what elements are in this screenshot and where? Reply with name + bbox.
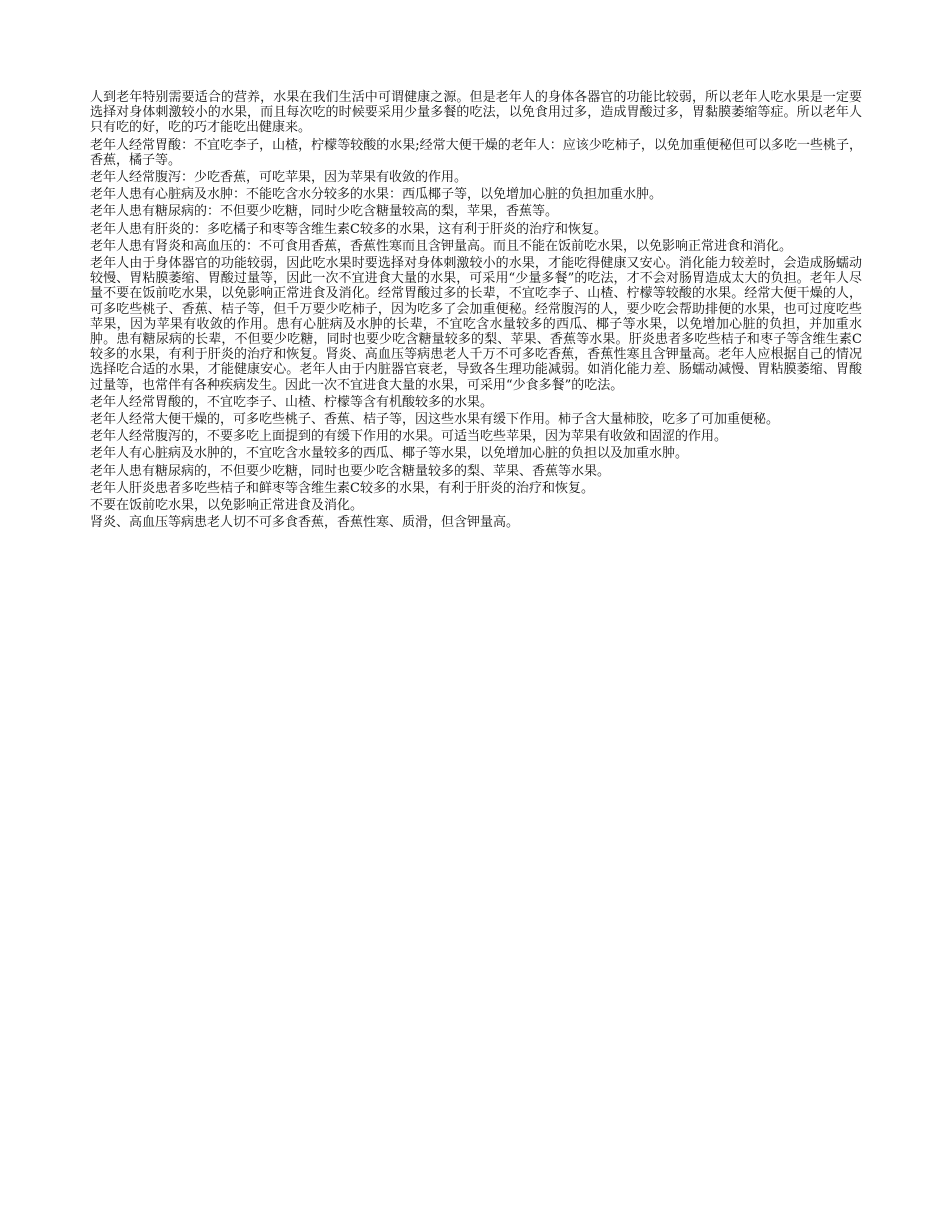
paragraph-hepatitis: 老年人患有肝炎的：多吃橘子和枣等含维生素C较多的水果，这有利于肝炎的治疗和恢复。 [90,221,607,237]
paragraph-stomach-acid-constipation: 老年人经常胃酸：不宜吃李子，山楂，柠檬等较酸的水果;经常大便干燥的老年人：应该少吃柿子，以免加重便秘但可以多吃一些桃子，香蕉，橘子等。 [90,137,862,168]
paragraph-nephritis-2: 肾炎、高血压等病患老人切不可多食香蕉，香蕉性寒、质滑，但含钾量高。 [90,515,520,531]
paragraph-stomach-acid-2: 老年人经常胃酸的，不宜吃李子、山楂、柠檬等含有机酸较多的水果。 [90,394,494,410]
paragraph-intro: 人到老年特别需要适合的营养，水果在我们生活中可谓健康之源。但是老年人的身体各器官的功能比较弱，所以老年人吃水果是一定要选择对身体刺激较小的水果，而且每次吃的时候要采用少量多餐的吃法，以免食用过多，造成胃酸过多，胃黏膜萎缩等症。所以老年人只有吃的好，吃的巧才能吃出健康来。 [90,90,862,136]
paragraph-diabetes-2: 老年人患有糖尿病的，不但要少吃糖，同时也要少吃含糖量较多的梨、苹果、香蕉等水果。 [90,463,611,479]
paragraph-before-meal: 不要在饭前吃水果，以免影响正常进食及消化。 [90,498,364,514]
paragraph-heart-edema-2: 老年人有心脏病及水肿的，不宜吃含水量较多的西瓜、椰子等水果，以免增加心脏的负担以及加重水肿。 [90,446,689,462]
paragraph-diarrhea-2: 老年人经常腹泻的，不要多吃上面提到的有缓下作用的水果。可适当吃些苹果，因为苹果有收敛和固涩的作用。 [90,429,728,445]
paragraph-heart-edema: 老年人患有心脏病及水肿：不能吃含水分较多的水果：西瓜椰子等，以免增加心脏的负担加重水肿。 [90,187,663,203]
paragraph-diabetes: 老年人患有糖尿病的：不但要少吃糖，同时少吃含糖量较高的梨，苹果，香蕉等。 [90,204,559,220]
document-body [90,90,862,532]
paragraph-diarrhea: 老年人经常腹泻：少吃香蕉，可吃苹果，因为苹果有收敛的作用。 [90,170,468,186]
paragraph-long-summary: 老年人由于身体器官的功能较弱，因此吃水果时要选择对身体刺激较小的水果，才能吃得健康又安心。消化能力较差时，会造成肠蠕动较慢、胃粘膜萎缩、胃酸过量等，因此一次不宜进食大量的水果，可采用“少量多餐”的吃法，才不会对肠胃造成太大的负担。老年人尽量不要在饭前吃水果，以免影响正常进食及消化。经常胃酸过多的长辈，不宜吃李子、山楂、柠檬等较酸的水果。经常大便干燥的人，可多吃些桃子、香蕉、桔子等，但千万要少吃柿子，因为吃多了会加重便秘。经常腹泻的人，要少吃会帮助排便的水果，也可过度吃些苹果，因为苹果有收敛的作用。患有心脏病及水肿的长辈，不宜吃含水量较多的西瓜、椰子等水果，以免增加心脏的负担，并加重水肿。患有糖尿病的长辈，不但要少吃糖，同时也要少吃含糖量较多的梨、苹果、香蕉等水果。肝炎患者多吃些桔子和枣子等含维生素C较多的水果，有利于肝炎的治疗和恢复。肾炎、高血压等病患老人千万不可多吃香蕉，香蕉性寒且含钾量高。老年人应根据自己的情况选择吃合适的水果，才能健康安心。老年人由于内脏器官衰老，导致各生理功能减弱。如消化能力差、肠蠕动减慢、胃粘膜萎缩、胃酸过量等，也常伴有各种疾病发生。因此一次不宜进食大量的水果，可采用“少食多餐”的吃法。 [90,256,862,393]
paragraph-hepatitis-2: 老年人肝炎患者多吃些桔子和鲜枣等含维生素C较多的水果，有利于肝炎的治疗和恢复。 [90,480,594,496]
paragraph-constipation-2: 老年人经常大便干燥的，可多吃些桃子、香蕉、桔子等，因这些水果有缓下作用。柿子含大量柿胶，吃多了可加重便秘。 [90,412,780,428]
paragraph-nephritis-hypertension: 老年人患有肾炎和高血压的：不可食用香蕉，香蕉性寒而且含钾量高。而且不能在饭前吃水果，以免影响正常进食和消化。 [90,238,793,254]
